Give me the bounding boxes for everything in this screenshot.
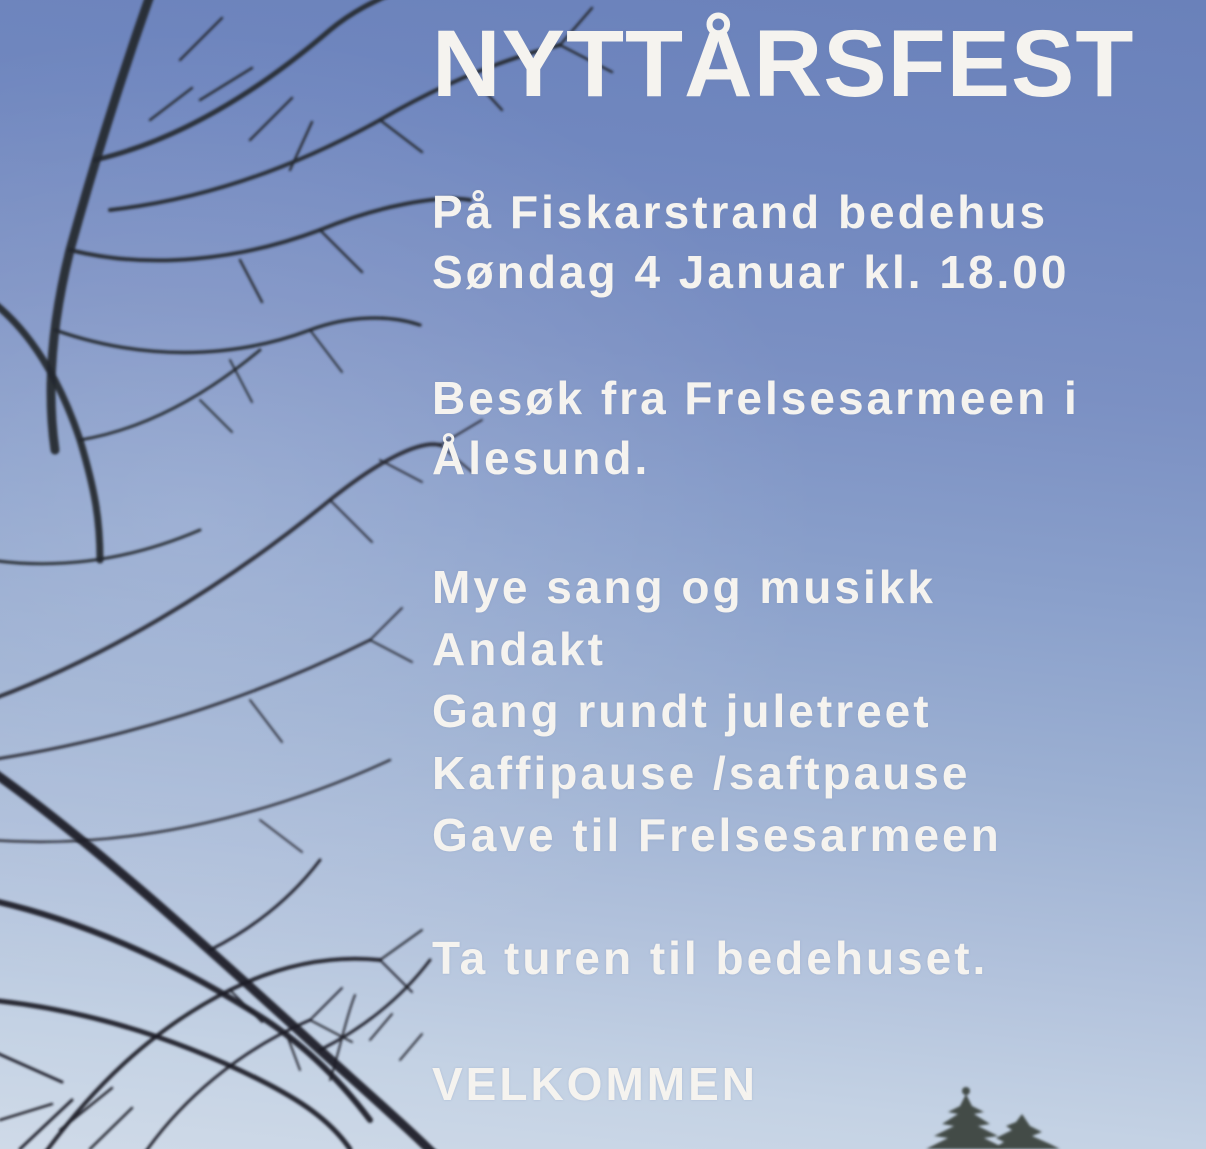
program-item: Mye sang og musikk [432,561,936,613]
poster-title: NYTTÅRSFEST [432,11,1135,117]
program-item: Andakt [432,623,606,675]
guest-block [432,368,1080,488]
program-item: Gang rundt juletreet [432,685,932,737]
program-item: Gave til Frelsesarmeen [432,809,1002,861]
welcome-line: VELKOMMEN [432,1058,758,1110]
guest-line-2: Ålesund. [432,432,651,484]
invitation-line: Ta turen til bedehuset. [432,932,989,984]
spruce-treetops-icon [926,1087,1060,1149]
program-list [432,556,1002,866]
date-time-line: Søndag 4 Januar kl. 18.00 [432,246,1070,298]
venue-line: På Fiskarstrand bedehus [432,186,1049,238]
guest-line-1: Besøk fra Frelsesarmeen i [432,372,1080,424]
bare-branches-mid-left-icon [0,420,482,852]
bare-branches-lower-left-icon [0,770,440,1149]
program-item: Kaffipause /saftpause [432,747,971,799]
venue-and-time-block [432,182,1069,302]
